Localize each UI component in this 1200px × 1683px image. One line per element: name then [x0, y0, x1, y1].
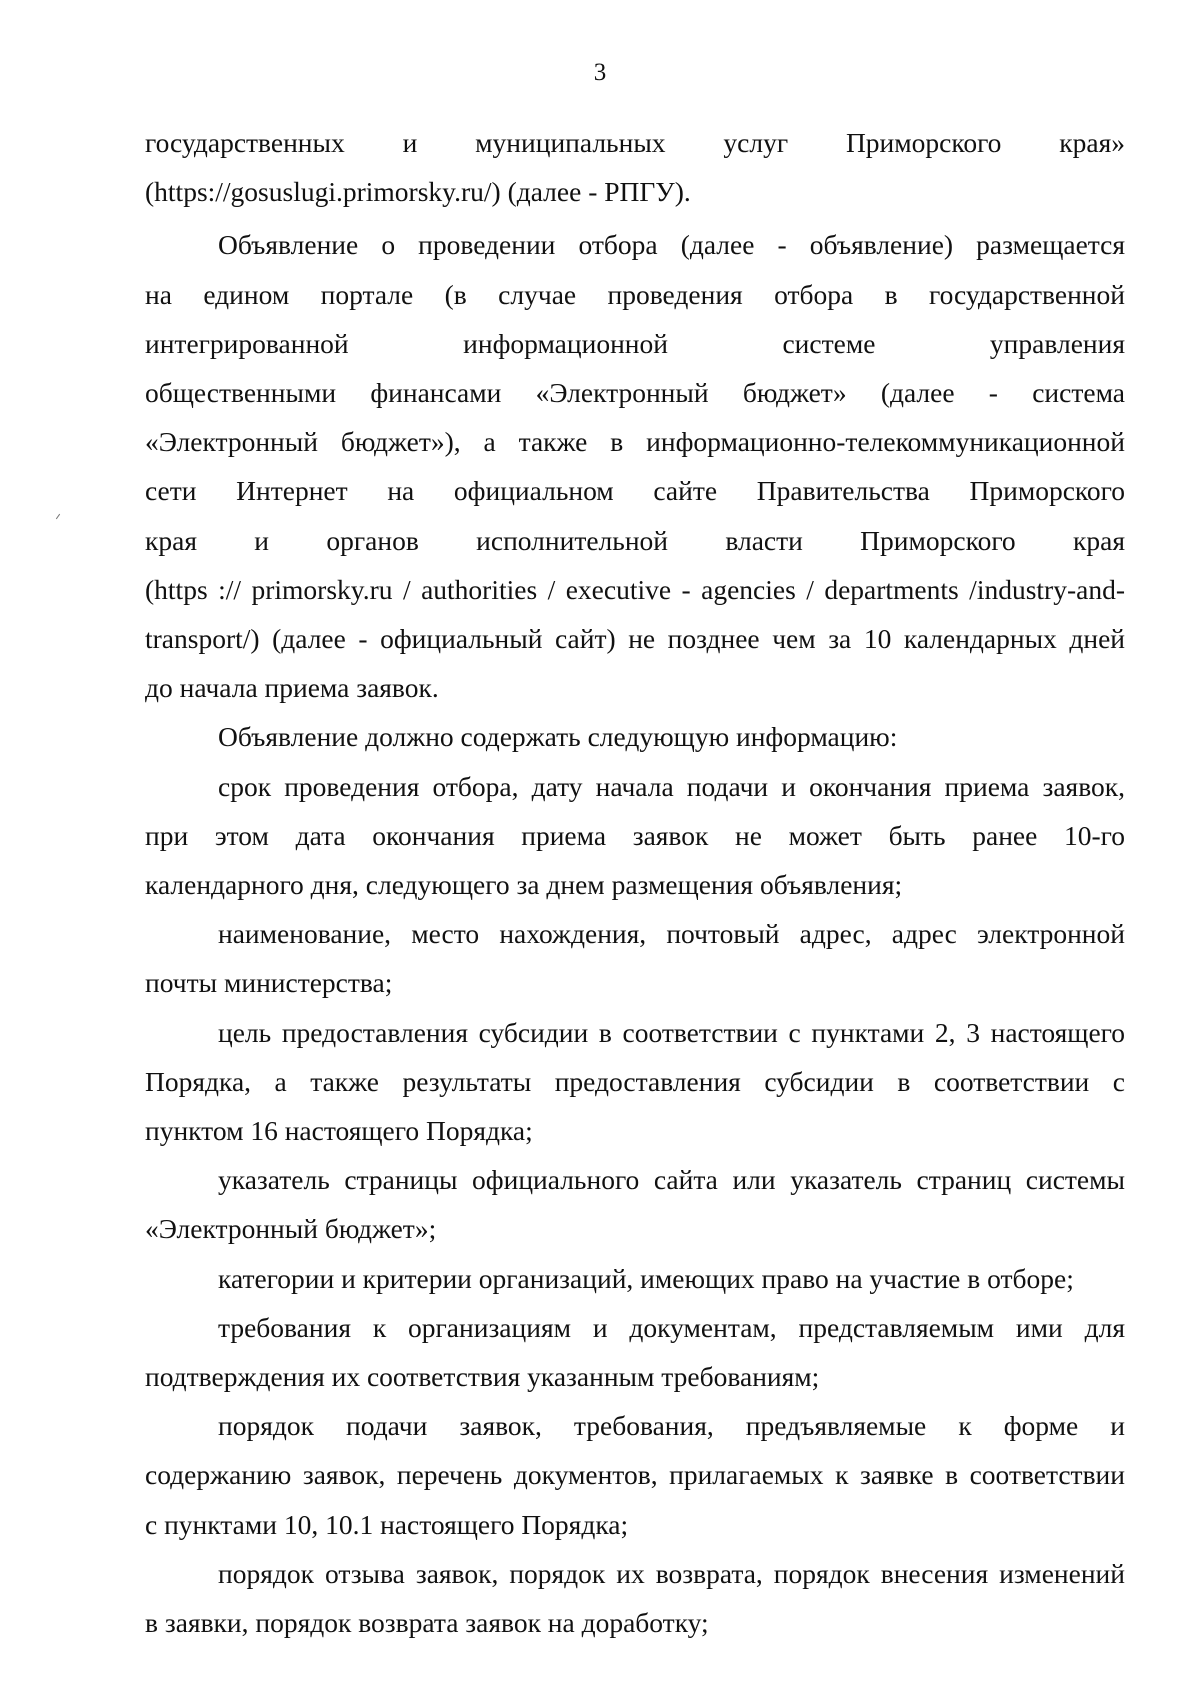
text-line: края и органов исполнительной власти Приморского края — [145, 524, 1125, 556]
text-line: подтверждения их соответствия указанным требованиям; — [145, 1361, 820, 1393]
paragraph-categories — [145, 1254, 1125, 1303]
text-line: (https://gosuslugi.primorsky.ru/) (далее - РПГУ). — [145, 176, 691, 208]
paragraph-subsidy-purpose — [145, 1008, 1125, 1156]
text-line: общественными финансами «Электронный бюджет» (далее - система — [145, 377, 1125, 409]
text-line: Порядка, а также результаты предоставления субсидии в соответствии с — [145, 1065, 1125, 1097]
text-line: Объявление о проведении отбора (далее - объявление) размещается — [218, 229, 1125, 261]
paragraph-selection-term — [145, 762, 1125, 910]
text-line: содержанию заявок, перечень документов, прилагаемых к заявке в соответствии — [145, 1459, 1125, 1491]
text-line: при этом дата окончания приема заявок не может быть ранее 10-го — [145, 819, 1125, 851]
text-line: срок проведения отбора, дату начала подачи и окончания приема заявок, — [218, 770, 1125, 802]
text-line: «Электронный бюджет»; — [145, 1213, 437, 1245]
text-line: порядок подачи заявок, требования, предъявляемые к форме и — [218, 1410, 1125, 1442]
document-body — [145, 118, 1125, 1647]
text-line: на едином портале (в случае проведения отбора в государственной — [145, 278, 1125, 310]
text-line: пунктом 16 настоящего Порядка; — [145, 1115, 533, 1147]
text-line: сети Интернет на официальном сайте Правительства Приморского — [145, 475, 1125, 507]
text-line: государственных и муниципальных услуг Приморского края» — [145, 127, 1125, 158]
text-line: указатель страницы официального сайта или указатель страниц системы — [218, 1164, 1125, 1196]
paragraph-site-pointer — [145, 1155, 1125, 1253]
text-line: «Электронный бюджет»), а также в информационно-телекоммуникационной — [145, 426, 1125, 458]
text-line: интегрированной информационной системе управления — [145, 327, 1125, 359]
paragraph-submission-order — [145, 1401, 1125, 1549]
paragraph-ministry-address — [145, 909, 1125, 1007]
text-line: с пунктами 10, 10.1 настоящего Порядка; — [145, 1508, 629, 1540]
text-line: почты министерства; — [145, 967, 393, 999]
paragraph-withdrawal-order — [145, 1549, 1125, 1647]
scan-speck — [56, 514, 60, 519]
text-line: наименование, место нахождения, почтовый адрес, адрес электронной — [218, 918, 1125, 950]
text-line: до начала приема заявок. — [145, 672, 439, 704]
text-line: transport/) (далее - официальный сайт) не позднее чем за 10 календарных дней — [145, 623, 1125, 655]
text-line: цель предоставления субсидии в соответствии с пунктами 2, 3 настоящего — [218, 1016, 1125, 1048]
text-line: (https :// primorsky.ru / authorities / executive - agencies / departments /industry-and- — [145, 573, 1125, 605]
paragraph-requirements — [145, 1303, 1125, 1401]
page-number: 3 — [593, 59, 607, 86]
text-line: порядок отзыва заявок, порядок их возврата, порядок внесения изменений — [218, 1557, 1125, 1589]
text-line: требования к организациям и документам, представляемым ими для — [218, 1311, 1125, 1343]
paragraph-announcement — [145, 220, 1125, 712]
paragraph-required-info — [145, 712, 1125, 761]
text-line: категории и критерии организаций, имеющих право на участие в отборе; — [218, 1262, 1074, 1294]
paragraph-continuation — [145, 118, 1125, 216]
text-line: календарного дня, следующего за днем размещения объявления; — [145, 869, 903, 901]
text-line: Объявление должно содержать следующую информацию: — [218, 721, 898, 753]
text-line: в заявки, порядок возврата заявок на доработку; — [145, 1607, 709, 1639]
